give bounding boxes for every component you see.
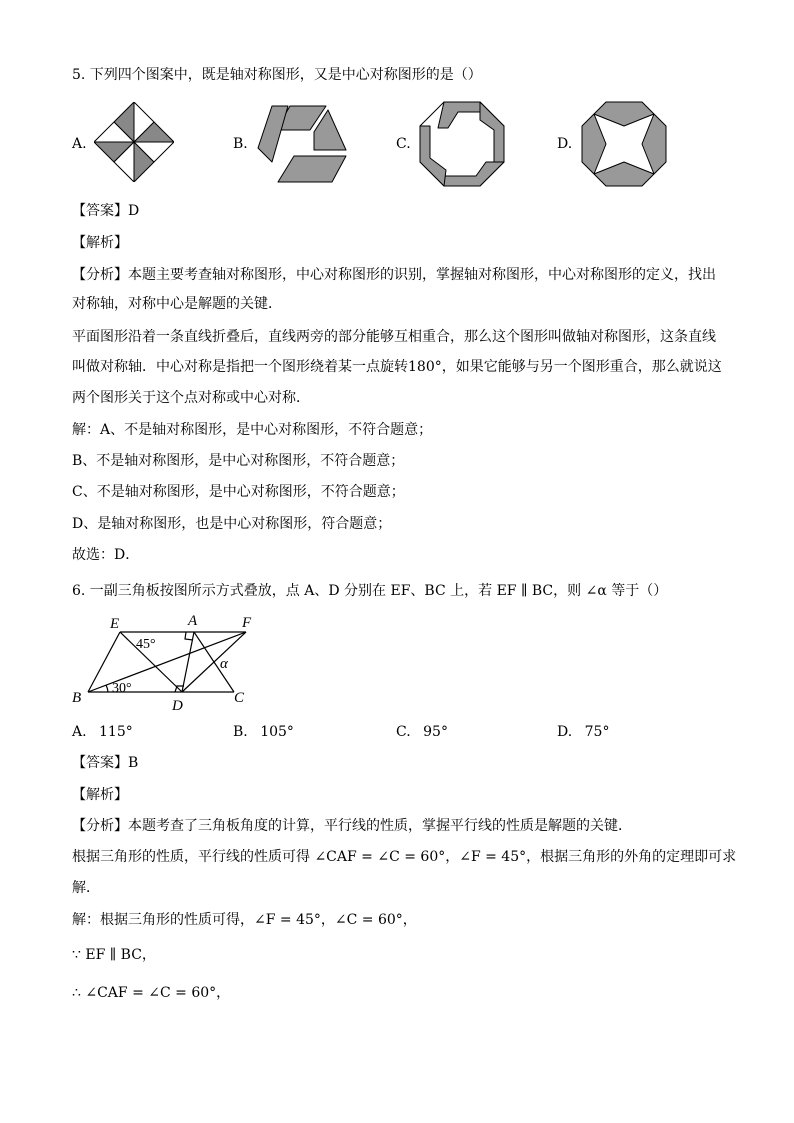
q6-analysis-line: 解．: [72, 880, 100, 896]
q5-analysis-line: 两个图形关于这个点对称或中心对称．: [72, 390, 310, 406]
q6-triangle-figure: [66, 610, 266, 718]
q5-figure-a-pinwheel: [94, 102, 174, 182]
q6-option-d: [557, 722, 609, 742]
q5-figure-b-triangle-parallelograms: [254, 102, 350, 186]
label-b: B: [72, 690, 82, 706]
q5-option-a-label: A.: [72, 136, 87, 152]
q6-answer: 【答案】B: [72, 755, 139, 771]
label-alpha: α: [220, 656, 228, 672]
q6-option-c: [396, 722, 448, 742]
q6-option-b-value: 105°: [260, 724, 294, 740]
q5-analysis-line: 平面图形沿着一条直线折叠后，直线两旁的部分能够互相重合，那么这个图形叫做轴对称图形，这条直线: [72, 329, 716, 345]
q5-figure-c-octagon: [418, 100, 506, 188]
q5-analysis-line: 【分析】本题主要考查轴对称图形，中心对称图形的识别，掌握轴对称图形，中心对称图形的定义，找出: [72, 267, 716, 283]
q6-analysis-line: 根据三角形的性质，平行线的性质可得 ∠CAF = ∠C = 60°，∠F = 45°，根据三角形的外角的定理即可求: [72, 849, 737, 865]
q6-option-d-value: 75°: [584, 724, 610, 740]
q5-stem: 5. 下列四个图案中，既是轴对称图形，又是中心对称图形的是（）: [72, 67, 482, 83]
q6-option-b: [233, 722, 294, 742]
q5-analysis-line: C、不是轴对称图形，是中心对称图形，不符合题意；: [72, 484, 405, 500]
q6-stem: 6. 一副三角板按图所示方式叠放，点 A、D 分别在 EF、BC 上，若 EF ∥ BC，则 ∠α 等于（）: [72, 583, 668, 599]
q5-option-c-label: C.: [396, 136, 411, 152]
label-f: F: [242, 615, 252, 631]
q5-analysis-line: 解：A、不是轴对称图形，是中心对称图形，不符合题意；: [72, 422, 433, 438]
q5-analysis-head: 【解析】: [72, 235, 128, 251]
label-c: C: [234, 690, 245, 706]
q5-analysis-line: 对称轴，对称中心是解题的关键．: [72, 296, 282, 312]
angle-arc-b: [106, 685, 108, 692]
q6-option-c-value: 95°: [423, 724, 448, 740]
q5-option-d-label: D.: [557, 136, 573, 152]
q5-analysis-line: 叫做对称轴．中心对称是指把一个图形绕着某一点旋转180°，如果它能够与另一个图形重合，那么就说这: [72, 359, 722, 375]
q6-option-a-label: A.: [72, 724, 87, 740]
right-angle-mark-a: [185, 632, 193, 640]
label-angle-45: 45°: [136, 637, 156, 652]
q5-figure-d-star-octagon: [580, 100, 668, 188]
label-a: A: [188, 613, 198, 629]
q6-option-d-label: D.: [557, 724, 573, 740]
q6-analysis-line: ∵ EF ∥ BC，: [72, 947, 156, 963]
q5-option-b-label: B.: [233, 136, 248, 152]
q6-analysis-line: 【分析】本题考查了三角板角度的计算，平行线的性质，掌握平行线的性质是解题的关键．: [72, 818, 632, 834]
label-e: E: [110, 616, 120, 632]
q6-analysis-head: 【解析】: [72, 787, 128, 803]
label-angle-30: 30°: [112, 681, 132, 696]
q5-analysis-line: D、是轴对称图形，也是中心对称图形，符合题意；: [72, 516, 392, 532]
q6-analysis-line: ∴ ∠CAF = ∠C = 60°，: [72, 985, 231, 1001]
q6-analysis-line: 解：根据三角形的性质可得，∠F = 45°，∠C = 60°，: [72, 912, 417, 928]
q5-analysis-line: 故选：D．: [72, 547, 140, 563]
q6-option-b-label: B.: [233, 724, 248, 740]
q6-option-c-label: C.: [396, 724, 411, 740]
q6-option-a: [72, 722, 133, 742]
q6-option-a-value: 115°: [99, 724, 133, 740]
q5-analysis-line: B、不是轴对称图形，是中心对称图形，不符合题意；: [72, 453, 405, 469]
q5-answer: 【答案】D: [72, 203, 140, 219]
label-d: D: [172, 698, 183, 714]
